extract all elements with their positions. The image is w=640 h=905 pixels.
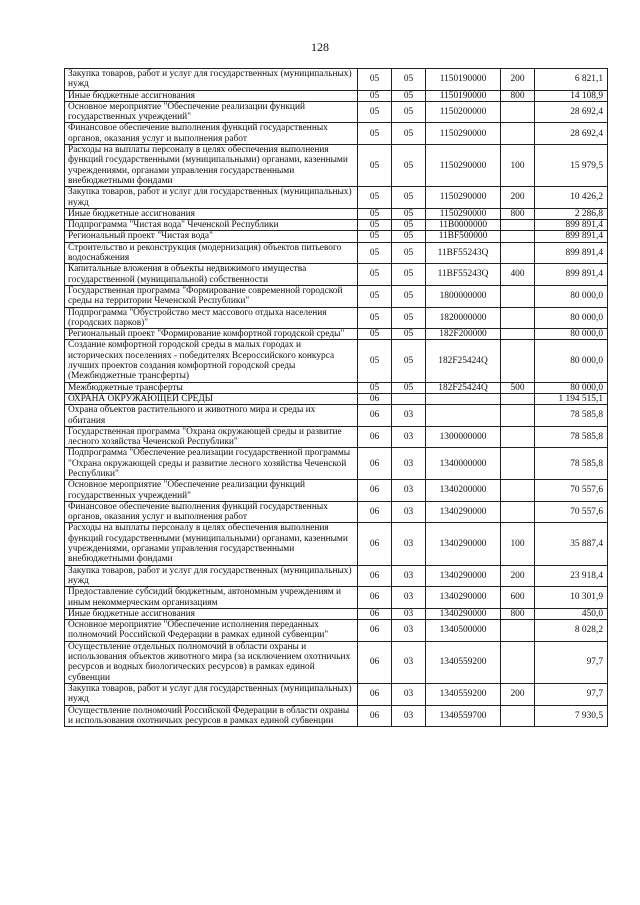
table-row [65,340,608,382]
expense-name-cell: Расходы на выплаты персоналу в целях обеспечения выполнения функций государственными (муниципальными) органами, казенными учреждениями, органами управления государственными внебюджетными фондами [65,145,358,187]
expense-name-cell: Осуществление полномочий Российской Федерации в области охраны и использования охотничьих ресурсов в рамках единой субвенции [65,705,358,727]
expense-type-cell [501,340,535,382]
expense-type-cell [501,101,535,123]
expense-type-cell [501,231,535,242]
amount-cell: 1 194 515,1 [535,393,608,404]
expense-type-cell [501,123,535,145]
table-row [65,620,608,642]
target-article-cell: 1340000000 [426,448,501,480]
subsection-code-cell: 05 [392,382,426,393]
budget-table-body [65,69,608,727]
subsection-code-cell: 05 [392,69,426,91]
amount-cell: 78 585,8 [535,448,608,480]
expense-type-cell: 100 [501,523,535,565]
expense-name-cell: Создание комфортной городской среды в малых городах и исторических поселениях - победителях Всероссийского конкурса лучших проектов создания комфортной городской среды (Межбюджетные трансферты) [65,340,358,382]
expense-name-cell: Осуществление отдельных полномочий в области охраны и использования объектов животного мира (за исключением охотничьих ресурсов и водных биологических ресурсов) в рамках единой субвенции [65,641,358,683]
expense-type-cell [501,393,535,404]
section-code-cell: 06 [358,501,392,523]
target-article-cell: 1340500000 [426,620,501,642]
section-code-cell: 06 [358,705,392,727]
expense-type-cell [501,501,535,523]
expense-type-cell [501,307,535,329]
table-row [65,382,608,393]
amount-cell: 899 891,4 [535,264,608,286]
expense-type-cell [501,329,535,340]
expense-type-cell: 200 [501,683,535,705]
expense-type-cell [501,705,535,727]
expense-type-cell: 400 [501,264,535,286]
section-code-cell: 05 [358,264,392,286]
table-row [65,231,608,242]
table-row [65,123,608,145]
target-article-cell: 182F25424Q [426,382,501,393]
subsection-code-cell: 05 [392,123,426,145]
subsection-code-cell: 03 [392,587,426,609]
section-code-cell: 05 [358,220,392,231]
subsection-code-cell: 05 [392,187,426,209]
target-article-cell: 11B0000000 [426,220,501,231]
target-article-cell: 1150200000 [426,101,501,123]
expense-name-cell: Капитальные вложения в объекты недвижимого имущества государственной (муниципальной) собственности [65,264,358,286]
table-row [65,208,608,219]
section-code-cell: 06 [358,405,392,427]
target-article-cell: 11BF500000 [426,231,501,242]
expense-name-cell: Закупка товаров, работ и услуг для государственных (муниципальных) нужд [65,565,358,587]
expense-name-cell: Иные бюджетные ассигнования [65,208,358,219]
amount-cell: 899 891,4 [535,220,608,231]
expense-name-cell: Предоставление субсидий бюджетным, автономным учреждениям и иным некоммерческим организациям [65,587,358,609]
table-row [65,523,608,565]
expense-name-cell: Иные бюджетные ассигнования [65,608,358,619]
target-article-cell: 1340290000 [426,587,501,609]
expense-name-cell: Подпрограмма "Чистая вода" Чеченской Республики [65,220,358,231]
expense-type-cell: 100 [501,145,535,187]
amount-cell: 899 891,4 [535,231,608,242]
table-row [65,565,608,587]
section-code-cell: 05 [358,101,392,123]
section-code-cell: 05 [358,231,392,242]
section-code-cell: 05 [358,208,392,219]
subsection-code-cell: 05 [392,242,426,264]
amount-cell: 97,7 [535,641,608,683]
target-article-cell: 182F200000 [426,329,501,340]
expense-type-cell [501,405,535,427]
expense-name-cell: Закупка товаров, работ и услуг для государственных (муниципальных) нужд [65,69,358,91]
section-code-cell: 05 [358,69,392,91]
subsection-code-cell: 03 [392,426,426,448]
section-code-cell: 05 [358,285,392,307]
budget-table [64,68,608,727]
target-article-cell: 1340200000 [426,480,501,502]
expense-name-cell: Государственная программа "Формирование современной городской среды на территории Чеченской Республики" [65,285,358,307]
subsection-code-cell [392,393,426,404]
target-article-cell: 1340559700 [426,705,501,727]
subsection-code-cell: 05 [392,90,426,101]
target-article-cell: 1800000000 [426,285,501,307]
amount-cell: 15 979,5 [535,145,608,187]
expense-name-cell: Подпрограмма "Обустройство мест массового отдыха населения (городских парков)" [65,307,358,329]
section-code-cell: 06 [358,565,392,587]
section-code-cell: 06 [358,448,392,480]
subsection-code-cell: 05 [392,231,426,242]
subsection-code-cell: 05 [392,285,426,307]
table-row [65,187,608,209]
section-code-cell: 05 [358,307,392,329]
amount-cell: 78 585,8 [535,426,608,448]
target-article-cell [426,405,501,427]
expense-name-cell: Межбюджетные трансферты [65,382,358,393]
table-row [65,480,608,502]
amount-cell: 2 286,8 [535,208,608,219]
table-row [65,307,608,329]
section-code-cell: 06 [358,523,392,565]
expense-type-cell: 200 [501,565,535,587]
expense-type-cell: 800 [501,208,535,219]
amount-cell: 14 108,9 [535,90,608,101]
amount-cell: 80 000,0 [535,382,608,393]
amount-cell: 7 930,5 [535,705,608,727]
target-article-cell: 1300000000 [426,426,501,448]
subsection-code-cell: 03 [392,448,426,480]
section-code-cell: 05 [358,123,392,145]
section-code-cell: 05 [358,340,392,382]
target-article-cell: 1340290000 [426,608,501,619]
amount-cell: 80 000,0 [535,340,608,382]
expense-name-cell: Основное мероприятие "Обеспечение реализации функций государственных учреждений" [65,101,358,123]
expense-type-cell [501,285,535,307]
expense-name-cell: Основное мероприятие "Обеспечение исполнения переданных полномочий Российской Федерации в рамках единой субвенции" [65,620,358,642]
target-article-cell: 1340290000 [426,565,501,587]
target-article-cell: 11BF55243Q [426,242,501,264]
target-article-cell: 1150290000 [426,145,501,187]
target-article-cell: 1820000000 [426,307,501,329]
section-code-cell: 06 [358,426,392,448]
section-code-cell: 06 [358,393,392,404]
expense-name-cell: Государственная программа "Охрана окружающей среды и развитие лесного хозяйства Чеченской Республики" [65,426,358,448]
subsection-code-cell: 03 [392,620,426,642]
expense-name-cell: Финансовое обеспечение выполнения функций государственных органов, оказания услуг и выполнения работ [65,501,358,523]
target-article-cell [426,393,501,404]
target-article-cell: 1150190000 [426,69,501,91]
subsection-code-cell: 05 [392,264,426,286]
table-row [65,393,608,404]
expense-name-cell: Иные бюджетные ассигнования [65,90,358,101]
section-code-cell: 06 [358,641,392,683]
target-article-cell: 11BF55243Q [426,264,501,286]
amount-cell: 80 000,0 [535,307,608,329]
expense-name-cell: Охрана объектов растительного и животного мира и среды их обитания [65,405,358,427]
table-row [65,69,608,91]
target-article-cell: 1150290000 [426,208,501,219]
table-row [65,705,608,727]
section-code-cell: 05 [358,329,392,340]
amount-cell: 80 000,0 [535,329,608,340]
expense-name-cell: Финансовое обеспечение выполнения функций государственных органов, оказания услуг и выполнения работ [65,123,358,145]
subsection-code-cell: 03 [392,501,426,523]
target-article-cell: 1340559200 [426,683,501,705]
target-article-cell: 182F25424Q [426,340,501,382]
table-row [65,329,608,340]
section-code-cell: 05 [358,90,392,101]
table-row [65,101,608,123]
expense-name-cell: Расходы на выплаты персоналу в целях обеспечения выполнения функций государственными (муниципальными) органами, казенными учреждениями, органами управления государственными внебюджетными фондами [65,523,358,565]
subsection-code-cell: 03 [392,523,426,565]
subsection-code-cell: 05 [392,208,426,219]
page-number: 128 [311,40,329,54]
amount-cell: 10 426,2 [535,187,608,209]
expense-type-cell [501,220,535,231]
section-code-cell: 06 [358,608,392,619]
amount-cell: 80 000,0 [535,285,608,307]
amount-cell: 23 918,4 [535,565,608,587]
amount-cell: 10 301,9 [535,587,608,609]
expense-name-cell: Региональный проект "Формирование комфортной городской среды" [65,329,358,340]
target-article-cell: 1340559200 [426,641,501,683]
section-code-cell: 05 [358,382,392,393]
section-code-cell: 06 [358,587,392,609]
subsection-code-cell: 03 [392,705,426,727]
table-row [65,242,608,264]
amount-cell: 6 821,1 [535,69,608,91]
expense-type-cell [501,242,535,264]
expense-name-cell: Строительство и реконструкция (модернизация) объектов питьевого водоснабжения [65,242,358,264]
table-row [65,285,608,307]
amount-cell: 78 585,8 [535,405,608,427]
expense-type-cell: 200 [501,187,535,209]
target-article-cell: 1150290000 [426,187,501,209]
expense-name-cell: Подпрограмма "Обеспечение реализации государственной программы "Охрана окружающей среды и развитие лесного хозяйства Чеченской Республики" [65,448,358,480]
subsection-code-cell: 03 [392,608,426,619]
subsection-code-cell: 05 [392,340,426,382]
expense-type-cell: 600 [501,587,535,609]
subsection-code-cell: 05 [392,145,426,187]
amount-cell: 899 891,4 [535,242,608,264]
section-code-cell: 06 [358,683,392,705]
expense-type-cell [501,448,535,480]
expense-name-cell: Закупка товаров, работ и услуг для государственных (муниципальных) нужд [65,683,358,705]
section-code-cell: 06 [358,620,392,642]
target-article-cell: 1340290000 [426,523,501,565]
expense-type-cell [501,480,535,502]
section-code-cell: 05 [358,242,392,264]
expense-name-cell: Региональный проект "Чистая вода" [65,231,358,242]
expense-type-cell [501,426,535,448]
table-row [65,220,608,231]
amount-cell: 28 692,4 [535,123,608,145]
subsection-code-cell: 03 [392,405,426,427]
amount-cell: 28 692,4 [535,101,608,123]
subsection-code-cell: 03 [392,565,426,587]
section-code-cell: 05 [358,187,392,209]
amount-cell: 70 557,6 [535,501,608,523]
subsection-code-cell: 05 [392,329,426,340]
expense-type-cell: 800 [501,608,535,619]
table-row [65,448,608,480]
subsection-code-cell: 03 [392,683,426,705]
expense-name-cell: Закупка товаров, работ и услуг для государственных (муниципальных) нужд [65,187,358,209]
expense-type-cell [501,641,535,683]
target-article-cell: 1340290000 [426,501,501,523]
table-row [65,90,608,101]
subsection-code-cell: 03 [392,480,426,502]
subsection-code-cell: 05 [392,220,426,231]
amount-cell: 70 557,6 [535,480,608,502]
expense-type-cell: 200 [501,69,535,91]
table-row [65,641,608,683]
expense-type-cell: 800 [501,90,535,101]
section-code-cell: 06 [358,480,392,502]
table-row [65,264,608,286]
table-row [65,405,608,427]
expense-type-cell: 500 [501,382,535,393]
expense-type-cell [501,620,535,642]
section-code-cell: 05 [358,145,392,187]
amount-cell: 450,0 [535,608,608,619]
amount-cell: 35 887,4 [535,523,608,565]
table-row [65,501,608,523]
expense-name-cell: Основное мероприятие "Обеспечение реализации функций государственных учреждений" [65,480,358,502]
table-row [65,426,608,448]
subsection-code-cell: 05 [392,307,426,329]
target-article-cell: 1150190000 [426,90,501,101]
target-article-cell: 1150290000 [426,123,501,145]
subsection-code-cell: 05 [392,101,426,123]
amount-cell: 8 028,2 [535,620,608,642]
table-row [65,683,608,705]
table-row [65,587,608,609]
table-row [65,145,608,187]
expense-name-cell: ОХРАНА ОКРУЖАЮЩЕЙ СРЕДЫ [65,393,358,404]
subsection-code-cell: 03 [392,641,426,683]
amount-cell: 97,7 [535,683,608,705]
table-row [65,608,608,619]
